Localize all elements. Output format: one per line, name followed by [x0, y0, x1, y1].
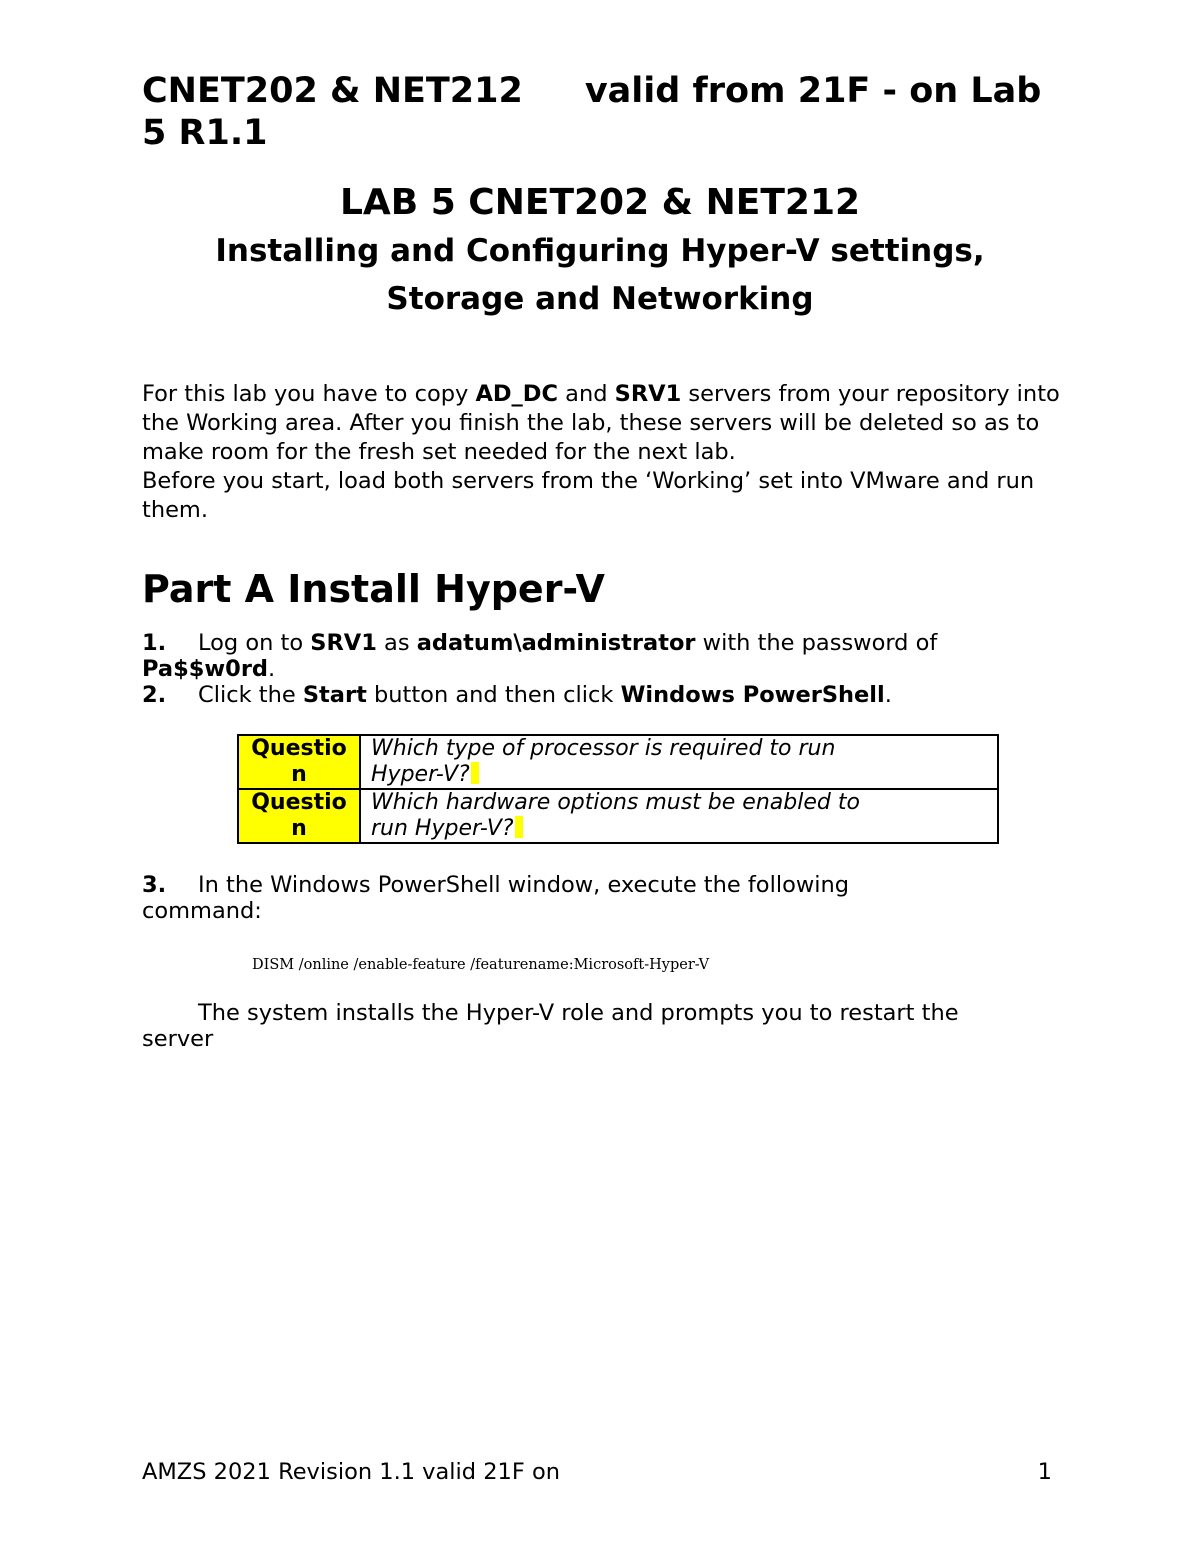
- intro-paragraph-2: Before you start, load both servers from the ‘Working’ set into VMware and run them.: [142, 468, 1035, 523]
- step-number: 3.: [142, 872, 167, 898]
- intro-text: For this lab you have to copy: [142, 381, 476, 407]
- title-line-2: Installing and Configuring Hyper-V settings,: [215, 233, 985, 269]
- header-line-2: 5 R1.1: [142, 113, 268, 153]
- part-a-heading: Part A Install Hyper-V: [142, 567, 605, 611]
- result-paragraph: [142, 1000, 1042, 1052]
- step-bold: Start: [302, 682, 367, 708]
- step-text: .: [884, 682, 892, 708]
- intro-server-srv1: SRV1: [614, 381, 682, 407]
- step-password: Pa$$w0rd: [142, 656, 269, 682]
- question-label-text: n: [291, 816, 307, 841]
- question-label-text: n: [291, 762, 307, 787]
- step-bold: SRV1: [310, 630, 377, 656]
- table-row: [238, 789, 998, 843]
- question-text-line: Which type of processor is required to run: [371, 736, 836, 761]
- step-bold: adatum\administrator: [416, 630, 696, 656]
- step-3: [142, 872, 1042, 924]
- header-line-1: [142, 70, 1062, 112]
- steps-list: [142, 630, 1072, 708]
- intro-text: and: [558, 381, 615, 407]
- intro-paragraph-1: [142, 380, 1072, 467]
- powershell-command: DISM /online /enable-feature /featurename:Microsoft-Hyper-V: [252, 957, 710, 973]
- step-2: [142, 682, 1072, 708]
- intro-server-ad-dc: AD_DC: [475, 381, 558, 407]
- question-label: [238, 789, 360, 843]
- document-title: [100, 180, 1100, 322]
- step-number: 2.: [142, 682, 167, 708]
- table-row: [238, 735, 998, 789]
- step-text: button and then click: [366, 682, 621, 708]
- result-text: The system installs the Hyper-V role and prompts you to restart the: [198, 1000, 959, 1026]
- step-number: 1.: [142, 630, 167, 656]
- step-1: [142, 630, 1072, 682]
- question-label-text: Questio: [251, 736, 347, 761]
- question-text-line: Which hardware options must be enabled to: [371, 790, 860, 815]
- title-line-1: LAB 5 CNET202 & NET212: [339, 182, 861, 223]
- intro-section: [142, 380, 1072, 525]
- result-text: server: [142, 1026, 214, 1052]
- step-text: Log on to: [198, 630, 311, 656]
- question-text-line: Hyper-V?: [371, 762, 470, 787]
- title-line-3: Storage and Networking: [386, 281, 814, 317]
- header-validity: valid from 21F - on Lab: [584, 71, 1042, 111]
- step-text: command:: [142, 898, 262, 924]
- questions-table: [237, 734, 999, 844]
- step-text: with the password of: [695, 630, 938, 656]
- page-header: [142, 70, 1062, 154]
- footer-text: AMZS 2021 Revision 1.1 valid 21F on: [142, 1459, 560, 1485]
- page-number: 1: [1037, 1459, 1052, 1485]
- step-text: In the Windows PowerShell window, execute the following: [198, 872, 850, 898]
- header-course: CNET202 & NET212: [142, 71, 523, 111]
- page-footer: [142, 1458, 1052, 1486]
- question-label: [238, 735, 360, 789]
- step-text: Click the: [198, 682, 303, 708]
- answer-highlight-marker: [471, 762, 479, 784]
- intro-text: servers from your repository into the Working area. After you finish the lab, these servers will be deleted so as to make room for the fresh set needed for the next lab.: [142, 381, 1060, 465]
- answer-highlight-marker: [515, 816, 523, 838]
- question-text: [360, 789, 998, 843]
- question-text-line: run Hyper-V?: [371, 816, 514, 841]
- step-text: .: [268, 656, 276, 682]
- step-bold: Windows PowerShell: [620, 682, 885, 708]
- step-text: as: [376, 630, 417, 656]
- question-text: [360, 735, 998, 789]
- question-label-text: Questio: [251, 790, 347, 815]
